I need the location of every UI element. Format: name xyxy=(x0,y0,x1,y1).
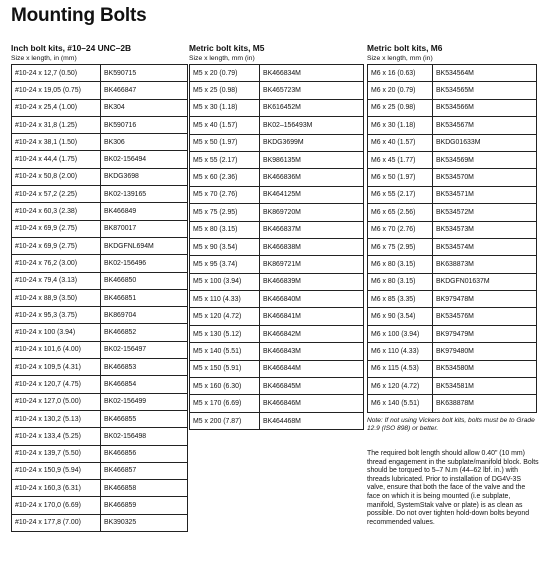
part-number-cell: BK534576M xyxy=(433,308,537,325)
part-number-cell: BK590715 xyxy=(101,65,188,82)
size-length-cell: #10-24 x 127,0 (5.00) xyxy=(12,393,101,410)
table-row xyxy=(12,203,188,220)
table-row xyxy=(368,395,537,412)
table-row xyxy=(368,221,537,238)
size-length-cell: M5 x 100 (3.94) xyxy=(190,273,260,290)
size-length-cell: #10-24 x 177,8 (7.00) xyxy=(12,514,101,531)
part-number-cell: BK534573M xyxy=(433,221,537,238)
size-length-cell: M6 x 80 (3.15) xyxy=(368,273,433,290)
table-row xyxy=(368,308,537,325)
size-length-cell: #10-24 x 150,9 (5.94) xyxy=(12,462,101,479)
table-row xyxy=(368,99,537,116)
size-length-cell: #10-24 x 38,1 (1.50) xyxy=(12,134,101,151)
part-number-cell: BK869721M xyxy=(260,256,364,273)
part-number-cell: BK306 xyxy=(101,134,188,151)
size-length-cell: M5 x 75 (2.95) xyxy=(190,204,260,221)
size-length-cell: #10-24 x 60,3 (2.38) xyxy=(12,203,101,220)
size-length-cell: M6 x 50 (1.97) xyxy=(368,169,433,186)
part-number-cell: BK979480M xyxy=(433,343,537,360)
table-row xyxy=(368,186,537,203)
size-length-cell: M5 x 160 (6.30) xyxy=(190,378,260,395)
table-row xyxy=(190,291,364,308)
part-number-cell: BK466838M xyxy=(260,238,364,255)
inch-bolt-kits-section xyxy=(11,43,188,532)
table-row xyxy=(190,134,364,151)
table-row xyxy=(190,308,364,325)
part-number-cell: BK466853 xyxy=(101,359,188,376)
part-number-cell: BK466837M xyxy=(260,221,364,238)
size-length-cell: #10-24 x 12,7 (0.50) xyxy=(12,65,101,82)
m5-kits-table xyxy=(189,64,364,430)
table-row xyxy=(190,343,364,360)
part-number-cell: BK616452M xyxy=(260,99,364,116)
table-row xyxy=(12,341,188,358)
size-length-cell: M5 x 40 (1.57) xyxy=(190,117,260,134)
size-length-cell: #10-24 x 69,9 (2.75) xyxy=(12,220,101,237)
size-length-cell: #10-24 x 44,4 (1.75) xyxy=(12,151,101,168)
table-row xyxy=(190,186,364,203)
table-row xyxy=(368,360,537,377)
part-number-cell: BK979478M xyxy=(433,291,537,308)
table-row xyxy=(12,82,188,99)
part-number-cell: BK466845M xyxy=(260,378,364,395)
part-number-cell: BK466842M xyxy=(260,325,364,342)
size-length-cell: #10-24 x 100 (3.94) xyxy=(12,324,101,341)
part-number-cell: BK02-156496 xyxy=(101,255,188,272)
table-row xyxy=(12,186,188,203)
part-number-cell: BKDG3698 xyxy=(101,168,188,185)
part-number-cell: BK466847 xyxy=(101,82,188,99)
size-length-cell: M6 x 25 (0.98) xyxy=(368,99,433,116)
table-row xyxy=(368,291,537,308)
table-row xyxy=(190,238,364,255)
part-number-cell: BK466840M xyxy=(260,291,364,308)
part-number-cell: BK02-139165 xyxy=(101,186,188,203)
size-length-cell: M6 x 90 (3.54) xyxy=(368,308,433,325)
size-length-cell: #10-24 x 120,7 (4.75) xyxy=(12,376,101,393)
size-length-cell: M5 x 55 (2.17) xyxy=(190,151,260,168)
size-length-cell: M5 x 150 (5.91) xyxy=(190,360,260,377)
size-length-cell: M6 x 140 (5.51) xyxy=(368,395,433,412)
table-row xyxy=(368,343,537,360)
table-row xyxy=(190,117,364,134)
table-row xyxy=(12,359,188,376)
size-length-cell: #10-24 x 50,8 (2.00) xyxy=(12,168,101,185)
part-number-cell: BK590716 xyxy=(101,116,188,133)
part-number-cell: BK638873M xyxy=(433,256,537,273)
size-length-cell: #10-24 x 109,5 (4.31) xyxy=(12,359,101,376)
part-number-cell: BK534571M xyxy=(433,186,537,203)
table-row xyxy=(368,65,537,82)
part-number-cell: BK464468M xyxy=(260,412,364,429)
part-number-cell: BK534567M xyxy=(433,117,537,134)
table-row xyxy=(368,378,537,395)
part-number-cell: BK534564M xyxy=(433,65,537,82)
part-number-cell: BK466855 xyxy=(101,410,188,427)
part-number-cell: BK466850 xyxy=(101,272,188,289)
size-length-cell: M6 x 75 (2.95) xyxy=(368,238,433,255)
part-number-cell: BK466834M xyxy=(260,65,364,82)
table-row xyxy=(368,82,537,99)
size-length-cell: M6 x 110 (4.33) xyxy=(368,343,433,360)
part-number-cell: BK870017 xyxy=(101,220,188,237)
part-number-cell: BK02-156498 xyxy=(101,428,188,445)
part-number-cell: BK638878M xyxy=(433,395,537,412)
part-number-cell: BK466841M xyxy=(260,308,364,325)
table-row xyxy=(190,82,364,99)
size-length-cell: M5 x 200 (7.87) xyxy=(190,412,260,429)
table-row xyxy=(12,237,188,254)
size-length-cell: M6 x 120 (4.72) xyxy=(368,378,433,395)
part-number-cell: BK466859 xyxy=(101,497,188,514)
part-number-cell: BK466843M xyxy=(260,343,364,360)
size-length-cell: #10-24 x 101,6 (4.00) xyxy=(12,341,101,358)
part-number-cell: BK466856 xyxy=(101,445,188,462)
table-row xyxy=(12,65,188,82)
table-row xyxy=(12,116,188,133)
m6-kits-table xyxy=(367,64,537,413)
size-length-cell: M5 x 50 (1.97) xyxy=(190,134,260,151)
size-length-cell: M6 x 65 (2.56) xyxy=(368,204,433,221)
table-row xyxy=(190,256,364,273)
table-row xyxy=(190,395,364,412)
size-length-cell: #10-24 x 139,7 (5.50) xyxy=(12,445,101,462)
size-length-cell: M5 x 20 (0.79) xyxy=(190,65,260,82)
table-row xyxy=(368,117,537,134)
table-row xyxy=(12,307,188,324)
size-length-cell: M6 x 40 (1.57) xyxy=(368,134,433,151)
size-length-cell: #10-24 x 133,4 (5.25) xyxy=(12,428,101,445)
size-length-cell: M6 x 70 (2.76) xyxy=(368,221,433,238)
part-number-cell: BK869704 xyxy=(101,307,188,324)
part-number-cell: BKDGFN01637M xyxy=(433,273,537,290)
size-length-cell: #10-24 x 31,8 (1.25) xyxy=(12,116,101,133)
part-number-cell: BK465723M xyxy=(260,82,364,99)
part-number-cell: BK390325 xyxy=(101,514,188,531)
part-number-cell: BKDG01633M xyxy=(433,134,537,151)
size-length-cell: M6 x 55 (2.17) xyxy=(368,186,433,203)
table-row xyxy=(12,168,188,185)
part-number-cell: BK466852 xyxy=(101,324,188,341)
size-length-cell: M5 x 70 (2.76) xyxy=(190,186,260,203)
size-length-cell: M6 x 100 (3.94) xyxy=(368,325,433,342)
table-row xyxy=(12,255,188,272)
table-row xyxy=(368,134,537,151)
size-length-cell: M5 x 110 (4.33) xyxy=(190,291,260,308)
table-row xyxy=(190,169,364,186)
size-length-cell: #10-24 x 160,3 (6.31) xyxy=(12,480,101,497)
part-number-cell: BKDG3699M xyxy=(260,134,364,151)
m5-kits-subheading: Size x length, mm (in) xyxy=(189,55,255,62)
table-row xyxy=(368,273,537,290)
table-row xyxy=(368,325,537,342)
part-number-cell: BK304 xyxy=(101,99,188,116)
inch-kits-heading: Inch bolt kits, #10–24 UNC–2B xyxy=(11,43,132,53)
size-length-cell: M6 x 115 (4.53) xyxy=(368,360,433,377)
part-number-cell: BK02–156493M xyxy=(260,117,364,134)
size-length-cell: #10-24 x 57,2 (2.25) xyxy=(12,186,101,203)
table-row xyxy=(12,99,188,116)
size-length-cell: M6 x 45 (1.77) xyxy=(368,151,433,168)
table-row xyxy=(190,221,364,238)
size-length-cell: M5 x 30 (1.18) xyxy=(190,99,260,116)
table-row xyxy=(190,273,364,290)
size-length-cell: #10-24 x 76,2 (3.00) xyxy=(12,255,101,272)
size-length-cell: M6 x 30 (1.18) xyxy=(368,117,433,134)
part-number-cell: BK986135M xyxy=(260,151,364,168)
size-length-cell: M5 x 95 (3.74) xyxy=(190,256,260,273)
size-length-cell: #10-24 x 95,3 (3.75) xyxy=(12,307,101,324)
m6-bolt-kits-section xyxy=(367,43,537,413)
size-length-cell: M5 x 60 (2.36) xyxy=(190,169,260,186)
size-length-cell: M5 x 130 (5.12) xyxy=(190,325,260,342)
table-row xyxy=(190,151,364,168)
size-length-cell: M5 x 80 (3.15) xyxy=(190,221,260,238)
part-number-cell: BK466844M xyxy=(260,360,364,377)
table-row xyxy=(190,412,364,429)
table-row xyxy=(12,324,188,341)
part-number-cell: BK534570M xyxy=(433,169,537,186)
size-length-cell: M6 x 80 (3.15) xyxy=(368,256,433,273)
part-number-cell: BK534574M xyxy=(433,238,537,255)
table-row xyxy=(12,272,188,289)
part-number-cell: BK466854 xyxy=(101,376,188,393)
m5-kits-heading: Metric bolt kits, M5 xyxy=(189,43,265,53)
table-row xyxy=(368,204,537,221)
table-row xyxy=(368,151,537,168)
part-number-cell: BKDGFNL694M xyxy=(101,237,188,254)
part-number-cell: BK466857 xyxy=(101,462,188,479)
grade-note: Note: If not using Vickers bolt kits, bolts must be to Grade 12.9 (ISO 898) or better. xyxy=(367,417,535,433)
table-row xyxy=(12,393,188,410)
part-number-cell: BK466846M xyxy=(260,395,364,412)
table-row xyxy=(12,462,188,479)
m6-kits-heading: Metric bolt kits, M6 xyxy=(367,43,443,53)
size-length-cell: M6 x 20 (0.79) xyxy=(368,82,433,99)
part-number-cell: BK464125M xyxy=(260,186,364,203)
size-length-cell: M5 x 25 (0.98) xyxy=(190,82,260,99)
size-length-cell: #10-24 x 170,0 (6.69) xyxy=(12,497,101,514)
table-row xyxy=(190,99,364,116)
part-number-cell: BK534572M xyxy=(433,204,537,221)
table-row xyxy=(368,238,537,255)
size-length-cell: M5 x 140 (5.51) xyxy=(190,343,260,360)
part-number-cell: BK534569M xyxy=(433,151,537,168)
table-row xyxy=(190,378,364,395)
table-row xyxy=(12,428,188,445)
part-number-cell: BK534580M xyxy=(433,360,537,377)
table-row xyxy=(368,169,537,186)
size-length-cell: M5 x 90 (3.54) xyxy=(190,238,260,255)
table-row xyxy=(190,204,364,221)
size-length-cell: M5 x 170 (6.69) xyxy=(190,395,260,412)
size-length-cell: M5 x 120 (4.72) xyxy=(190,308,260,325)
part-number-cell: BK02-156497 xyxy=(101,341,188,358)
table-row xyxy=(190,325,364,342)
table-row xyxy=(12,151,188,168)
table-row xyxy=(12,220,188,237)
size-length-cell: #10-24 x 19,05 (0.75) xyxy=(12,82,101,99)
installation-paragraph: The required bolt length should allow 0.40" (10 mm) thread engagement in the subplate/manifold block. Bolts should be torqued to 5–7 N.m (44–62 lbf. in.) with threads lubricated. Prior to installation of DG4V-3S valve, ensure that both the face of the valve and the face on which it is being mounted (i.e subplate, manifold, SystemStak valve or plate) is as clean as possible. Do not over tighten hold-down bolts beyond recommended values. xyxy=(367,450,539,526)
part-number-cell: BK869720M xyxy=(260,204,364,221)
part-number-cell: BK466858 xyxy=(101,480,188,497)
part-number-cell: BK466849 xyxy=(101,203,188,220)
table-row xyxy=(12,289,188,306)
part-number-cell: BK466851 xyxy=(101,289,188,306)
size-length-cell: #10-24 x 79,4 (3.13) xyxy=(12,272,101,289)
table-row xyxy=(190,65,364,82)
table-row xyxy=(12,410,188,427)
part-number-cell: BK02-156494 xyxy=(101,151,188,168)
table-row xyxy=(368,256,537,273)
m5-bolt-kits-section xyxy=(189,43,364,430)
size-length-cell: #10-24 x 88,9 (3.50) xyxy=(12,289,101,306)
table-row xyxy=(12,497,188,514)
part-number-cell: BK534566M xyxy=(433,99,537,116)
size-length-cell: #10-24 x 25,4 (1.00) xyxy=(12,99,101,116)
table-row xyxy=(190,360,364,377)
table-row xyxy=(12,376,188,393)
part-number-cell: BK02-156499 xyxy=(101,393,188,410)
size-length-cell: M6 x 16 (0.63) xyxy=(368,65,433,82)
part-number-cell: BK979479M xyxy=(433,325,537,342)
size-length-cell: #10-24 x 69,9 (2.75) xyxy=(12,237,101,254)
size-length-cell: M6 x 85 (3.35) xyxy=(368,291,433,308)
table-row xyxy=(12,514,188,531)
page-title: Mounting Bolts xyxy=(11,5,147,26)
table-row xyxy=(12,480,188,497)
part-number-cell: BK534565M xyxy=(433,82,537,99)
inch-kits-subheading: Size x length, in (mm) xyxy=(11,55,77,62)
part-number-cell: BK534581M xyxy=(433,378,537,395)
size-length-cell: #10-24 x 130,2 (5.13) xyxy=(12,410,101,427)
table-row xyxy=(12,134,188,151)
part-number-cell: BK466836M xyxy=(260,169,364,186)
inch-kits-table xyxy=(11,64,188,532)
m6-kits-subheading: Size x length, mm (in) xyxy=(367,55,433,62)
part-number-cell: BK466839M xyxy=(260,273,364,290)
table-row xyxy=(12,445,188,462)
